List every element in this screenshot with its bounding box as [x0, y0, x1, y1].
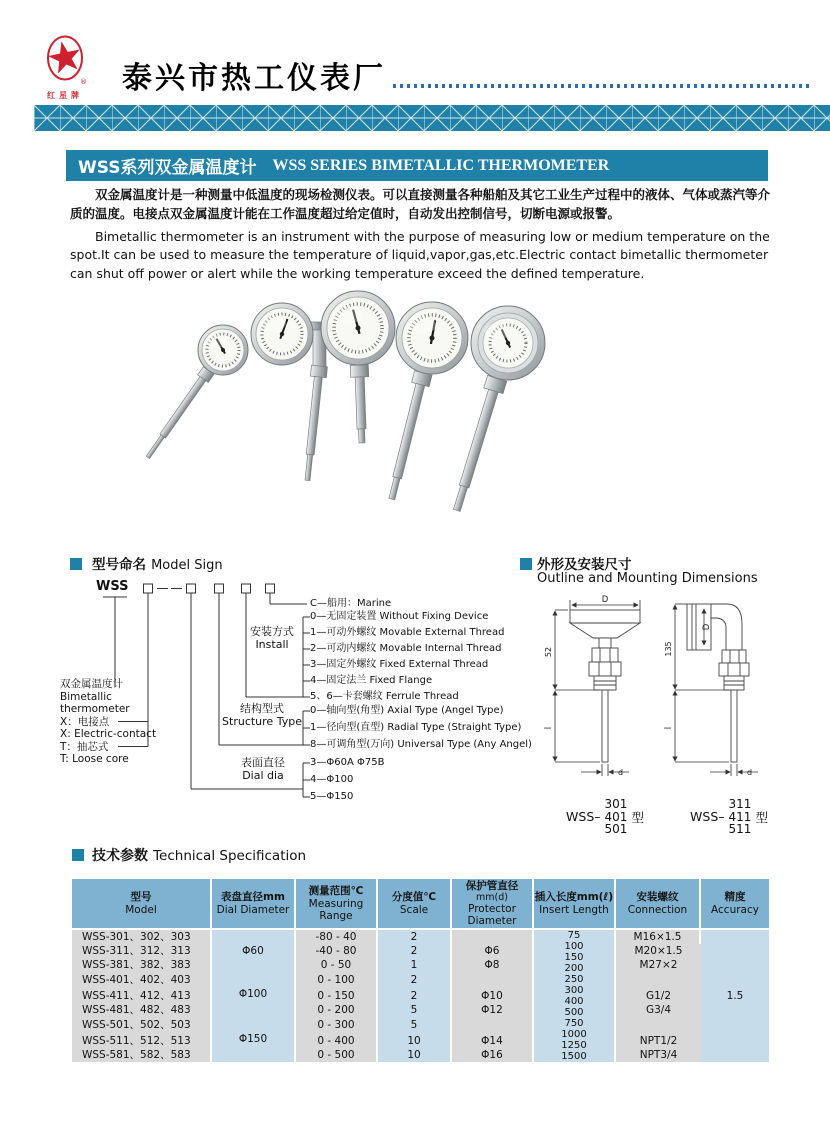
structure-label-cn: 结构型式 [240, 702, 284, 715]
technical-specification-table [72, 879, 769, 1062]
dial-label-en: Dial dia [242, 768, 284, 782]
scale-cell: 2 [378, 930, 452, 944]
legend-line: thermometer [60, 703, 130, 715]
range-cell: -80 - 40 [296, 930, 378, 944]
install-label-en: Install [255, 637, 289, 651]
model-prefix: WSS [96, 579, 129, 594]
install-label-cn: 安装方式 [250, 625, 294, 638]
dim-D-1: D [601, 595, 609, 605]
dim-len-1: l [544, 726, 554, 730]
option-dial-2: 5—Φ150 [310, 791, 354, 802]
connection-cell: NPT3/4 [616, 1048, 701, 1062]
protector-cell [452, 972, 534, 989]
connection-cell: G3/4 [616, 1003, 701, 1017]
brand-name: 红星牌 [47, 91, 83, 100]
angle-type-drawing [687, 604, 749, 762]
structure-label-en: Structure Type [222, 714, 302, 728]
option-structure-1: 1—径向型(直型) Radial Type (Straight Type) [310, 722, 522, 733]
model-cell: WSS-411、412、413 [72, 989, 212, 1003]
spec-row [72, 1048, 769, 1062]
scale-cell: 2 [378, 944, 452, 958]
protector-cell [452, 930, 534, 944]
range-cell: 0 - 150 [296, 989, 378, 1003]
model-cell: WSS-501、502、503 [72, 1017, 212, 1034]
spec-row [72, 1017, 769, 1034]
spec-row [72, 989, 769, 1003]
legend-line: T：抽芯式 [60, 740, 109, 753]
col-header-connection: 安装螺纹 Connection [616, 879, 701, 930]
model-cell: WSS-301、302、303 [72, 930, 212, 944]
spec-row [72, 958, 769, 972]
legend-line: Bimetallic [60, 690, 112, 703]
spec-row [72, 944, 769, 958]
connection-cell: M16×1.5 [616, 930, 701, 944]
series-title-bar [66, 150, 768, 181]
option-install-1: 1—可动外螺纹 Movable External Thread [310, 627, 505, 638]
protector-cell: Φ10 [452, 989, 534, 1003]
connection-cell: M20×1.5 [616, 944, 701, 958]
model-sign-section-marker [70, 558, 82, 570]
protector-cell: Φ12 [452, 1003, 534, 1017]
dial-group-cell: Φ150 [212, 1017, 296, 1062]
spec-row [72, 1003, 769, 1017]
dim-head-1: 52 [544, 646, 553, 658]
lattice-band [34, 105, 830, 131]
intro-paragraph-en: Bimetallic thermometer is an instrument with the purpose of measuring low or medium temperature on the spot.It can be used to measure the temperature of liquid,vapor,gas,etc.Electric contact bimetallic thermometer can shut off power or alert while the working temperature exceed the defined temperature. [70, 228, 770, 281]
connection-cell: M27×2 [616, 958, 701, 972]
option-dial-1: 4—Φ100 [310, 774, 354, 785]
range-cell: 0 - 400 [296, 1034, 378, 1048]
protector-cell: Φ16 [452, 1048, 534, 1062]
series-title-en: WSS SERIES BIMETALLIC THERMOMETER [272, 156, 610, 174]
option-install-4: 4—固定法兰 Fixed Flange [310, 675, 433, 686]
dial-label-cn: 表面直径 [241, 756, 285, 769]
scale-cell: 2 [378, 989, 452, 1003]
connection-cell [616, 1017, 701, 1034]
model-cell: WSS-381、382、383 [72, 958, 212, 972]
scale-cell: 1 [378, 958, 452, 972]
scale-cell: 10 [378, 1034, 452, 1048]
dim-probe-1: d [618, 768, 624, 777]
spec-header-row [72, 879, 769, 930]
model-cell: WSS-311、312、313 [72, 944, 212, 958]
spec-row [72, 972, 769, 989]
dim-head-2: 135 [664, 641, 673, 657]
model-cell: WSS-481、482、483 [72, 1003, 212, 1017]
caption-suffix: 型 [631, 809, 644, 825]
option-install-0: 0—无固定装置 Without Fixing Device [310, 611, 489, 622]
col-header-dial-diameter: 表盘直径mm Dial Diameter [212, 879, 296, 930]
caption-model-stack [729, 798, 752, 836]
model-sign-title-en: Model Sign [151, 558, 223, 573]
range-cell: 0 - 300 [296, 1017, 378, 1034]
spec-section-title [92, 845, 306, 865]
model-cell: WSS-581、582、583 [72, 1048, 212, 1062]
model-sign-section-title [92, 553, 223, 573]
model-sign-title-cn: 型号命名 [92, 557, 146, 573]
insert-length-cell: 75 100 150 200 250 300 400 500 750 1000 1250 1500 [534, 930, 616, 1062]
series-title-cn: WSS系列双金属温度计 [78, 158, 257, 178]
company-name: 泰兴市热工仪表厂 [122, 61, 386, 96]
range-cell: 0 - 50 [296, 958, 378, 972]
accuracy-cell: 1.5 [701, 930, 769, 1062]
protector-cell [452, 1017, 534, 1034]
connection-cell: NPT1/2 [616, 1034, 701, 1048]
scale-cell: 2 [378, 972, 452, 989]
range-cell: 0 - 200 [296, 1003, 378, 1017]
dotted-leader [393, 84, 812, 88]
option-structure-0: 0—轴向型(角型) Axial Type (Angel Type) [310, 705, 504, 716]
caption-model: 311 [728, 797, 752, 811]
col-header-measuring-range: 测量范围℃ Measuring Range [296, 879, 378, 930]
option-marine: C—船用：Marine [310, 598, 392, 609]
spec-section-marker [72, 849, 84, 861]
dial-label [228, 757, 298, 782]
caption-model-stack [605, 798, 628, 836]
option-install-2: 2—可动内螺纹 Movable Internal Thread [310, 643, 502, 654]
outline-section-marker [520, 558, 532, 570]
outline-title-en: Outline and Mounting Dimensions [537, 571, 758, 586]
caption-prefix: WSS– [566, 809, 601, 825]
dim-D-2: D [702, 623, 712, 631]
col-header-scale: 分度值℃ Scale [378, 879, 452, 930]
spec-title-cn: 技术参数 [92, 848, 148, 864]
spec-title-en: Technical Specification [153, 848, 307, 864]
legend-line: X: Electric-contact [60, 728, 157, 740]
registered-mark: ® [80, 78, 87, 86]
dim-len-2: l [664, 726, 674, 730]
model-sign-diagram [60, 578, 532, 818]
option-structure-2: 8—可调角型(万向) Universal Type (Any Angel) [310, 739, 532, 750]
option-install-3: 3—固定外螺纹 Fixed External Thread [310, 659, 489, 670]
thermometer-product-photo [140, 278, 720, 536]
legend-line: T: Loose core [60, 753, 129, 765]
connection-cell: G1/2 [616, 989, 701, 1003]
range-cell: 0 - 100 [296, 972, 378, 989]
model-cell: WSS-401、402、403 [72, 972, 212, 989]
protector-cell: Φ8 [452, 958, 534, 972]
caption-model: 501 [604, 822, 628, 836]
scale-cell: 5 [378, 1003, 452, 1017]
dim-probe-2: d [747, 768, 753, 777]
intro-paragraph-cn: 双金属温度计是一种测量中低温度的现场检测仪表。可以直接测量各种船舶及其它工业生产过程中的液体、气体或蒸汽等介质的温度。电接点双金属温度计能在工作温度超过给定值时，自动发出控制信号，切断电源或报警。 [70, 187, 771, 221]
straight-type-drawing [570, 610, 640, 762]
mounting-dimension-drawings [515, 592, 815, 792]
connection-cell [616, 972, 701, 989]
col-header-insert-length: 插入长度mm(ℓ) Insert Length [534, 879, 616, 930]
caption-suffix: 型 [755, 809, 768, 825]
protector-cell: Φ6 [452, 944, 534, 958]
legend-line: 双金属温度计 [60, 678, 123, 690]
option-install-5: 5、6—卡套螺纹 Ferrule Thread [310, 691, 459, 702]
install-label [242, 626, 302, 651]
caption-prefix: WSS– [690, 809, 725, 825]
red-star-logo-icon [46, 33, 88, 89]
caption-model: 511 [728, 822, 752, 836]
caption-straight-models [538, 798, 672, 836]
col-header-accuracy: 精度 Accuracy [701, 879, 769, 930]
spec-row [72, 930, 769, 944]
dial-group-cell: Φ60 [212, 930, 296, 972]
scale-cell: 5 [378, 1017, 452, 1034]
model-left-legend [60, 678, 156, 766]
legend-line: X：电接点 [60, 715, 110, 728]
structure-label [222, 703, 302, 728]
dial-group-cell: Φ100 [212, 972, 296, 1017]
caption-model: 411 [728, 809, 752, 824]
col-header-model: 型号 Model [72, 879, 212, 930]
range-cell: -40 - 80 [296, 944, 378, 958]
scale-cell: 10 [378, 1048, 452, 1062]
col-header-protector-diameter: 保护管直径 mm(d) Protector Diameter [452, 879, 534, 930]
outline-title-cn: 外形及安装尺寸 [537, 557, 632, 573]
caption-model: 401 [604, 809, 628, 824]
caption-angle-models [662, 798, 796, 836]
intro-block [70, 186, 770, 284]
spec-row [72, 1034, 769, 1048]
model-cell: WSS-511、512、513 [72, 1034, 212, 1048]
range-cell: 0 - 500 [296, 1048, 378, 1062]
option-dial-0: 3—Φ60A Φ75B [310, 757, 385, 768]
caption-model: 301 [604, 797, 628, 811]
protector-cell: Φ14 [452, 1034, 534, 1048]
